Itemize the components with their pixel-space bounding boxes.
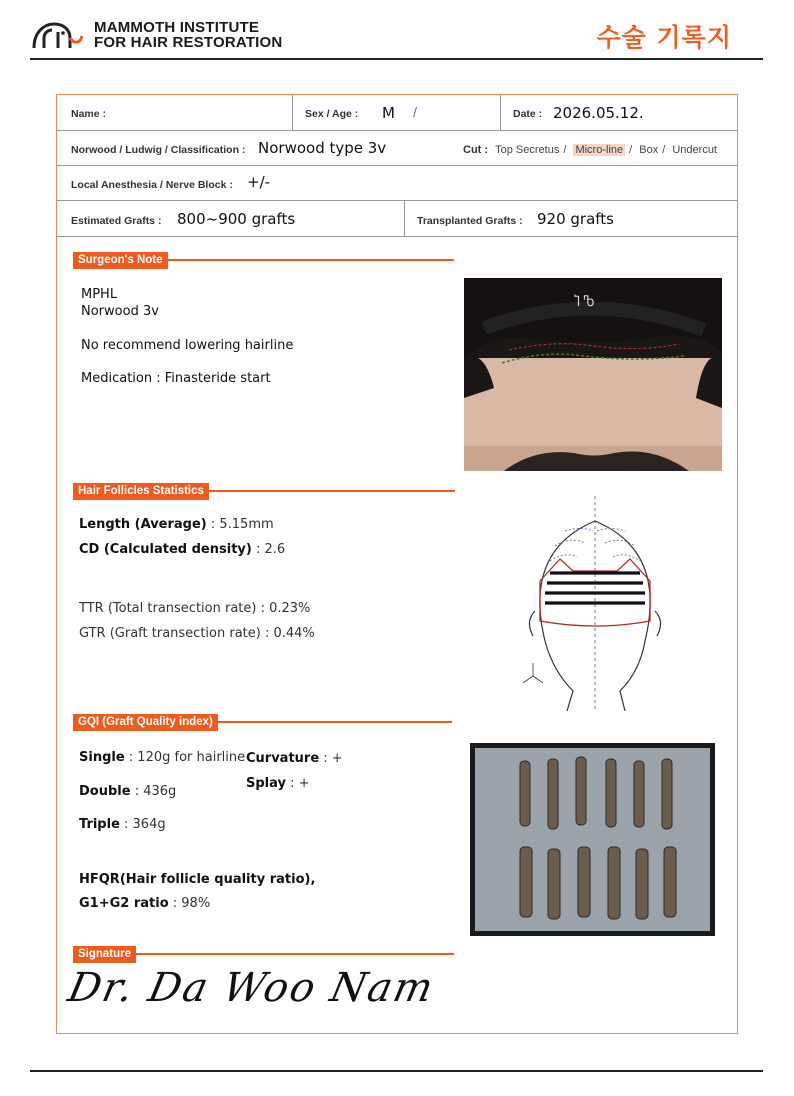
graft-samples-photo	[470, 743, 715, 936]
age-separator: /	[413, 105, 418, 119]
double-label: Double	[79, 784, 131, 799]
gqi-header	[73, 714, 452, 730]
cut-option-micro-line[interactable]: Micro-line	[575, 144, 624, 156]
row-anesthesia	[57, 166, 737, 201]
hfqr-label: HFQR(Hair follicle quality ratio),	[79, 872, 316, 887]
ratio-value: : 98%	[168, 896, 211, 911]
logo-line-2: FOR HAIR RESTORATION	[94, 34, 283, 51]
estimated-grafts-label: Estimated Grafts :	[71, 215, 162, 227]
note-line-4: Medication : Finasteride start	[81, 371, 271, 386]
anesthesia-value[interactable]: +/-	[247, 173, 271, 191]
logo-text	[94, 20, 282, 50]
signature-header	[73, 946, 454, 962]
section-rule	[209, 490, 455, 492]
doctor-signature: Dr. Da Woo Nam	[64, 965, 439, 1011]
splay-label: Splay	[246, 776, 286, 791]
section-rule	[218, 721, 452, 723]
svg-text:Ⴈ Ⴊ: Ⴈ Ⴊ	[574, 294, 595, 309]
record-form	[56, 94, 738, 1034]
triple-value: : 364g	[119, 817, 166, 832]
length-label: Length (Average)	[79, 517, 207, 532]
gtr-label: GTR (Graft transection rate)	[79, 626, 261, 641]
sex-value[interactable]: M	[382, 104, 395, 122]
cut-separator: /	[563, 144, 567, 156]
splay-value: : +	[285, 776, 310, 791]
gqi-triple	[79, 817, 166, 832]
cd-value: : 2.6	[251, 542, 286, 557]
gqi-double	[79, 784, 176, 799]
single-value: : 120g for hairline	[124, 750, 246, 765]
sex-age-label: Sex / Age :	[305, 108, 359, 120]
cut-options	[463, 144, 721, 156]
single-label: Single	[79, 750, 125, 765]
surgeons-note-header	[73, 252, 454, 268]
stat-cd	[79, 542, 285, 557]
signature-heading: Signature	[73, 946, 136, 963]
row-grafts	[57, 201, 737, 237]
gqi-single	[79, 750, 245, 765]
cut-label: Cut :	[463, 144, 489, 156]
gqi-hfqr	[79, 872, 315, 887]
mammoth-logo-icon	[30, 18, 88, 52]
donor-area-head-diagram	[515, 491, 675, 711]
ttr-value: : 0.23%	[256, 601, 311, 616]
estimated-grafts-value[interactable]: 800~900 grafts	[177, 210, 296, 228]
transplanted-grafts-value[interactable]: 920 grafts	[537, 210, 614, 228]
row-classification-cut	[57, 131, 737, 166]
divider	[404, 201, 405, 236]
note-line-3: No recommend lowering hairline	[81, 338, 294, 353]
curvature-label: Curvature	[246, 751, 320, 766]
gqi-curvature	[246, 751, 343, 766]
cut-option-top-secretus[interactable]: Top Secretus	[495, 144, 560, 156]
curvature-value: : +	[319, 751, 343, 766]
note-line-2: Norwood 3v	[81, 304, 159, 319]
divider	[292, 95, 293, 130]
gqi-heading: GQI (Graft Quality index)	[73, 714, 218, 731]
ttr-label: TTR (Total transection rate)	[79, 601, 257, 616]
document-title: 수술 기록지	[596, 23, 732, 52]
section-rule	[136, 953, 454, 955]
note-line-1: MPHL	[81, 287, 118, 302]
gtr-value: : 0.44%	[260, 626, 315, 641]
cut-separator: /	[629, 144, 633, 156]
gqi-ratio	[79, 896, 210, 911]
section-rule	[168, 259, 454, 261]
divider	[500, 95, 501, 130]
ratio-label: G1+G2 ratio	[79, 896, 169, 911]
cut-separator: /	[662, 144, 666, 156]
classification-label: Norwood / Ludwig / Classification :	[71, 144, 246, 156]
date-value[interactable]: 2026.05.12.	[553, 104, 644, 122]
bottom-divider	[30, 1070, 763, 1072]
cd-label: CD (Calculated density)	[79, 542, 252, 557]
stat-length	[79, 517, 274, 532]
anesthesia-label: Local Anesthesia / Nerve Block :	[71, 179, 233, 191]
triple-label: Triple	[79, 817, 120, 832]
follicle-stats-heading: Hair Follicles Statistics	[73, 483, 209, 500]
follicle-stats-header	[73, 483, 455, 499]
date-label: Date :	[513, 108, 543, 120]
forehead-hairline-photo	[464, 278, 722, 471]
transplanted-grafts-label: Transplanted Grafts :	[417, 215, 523, 227]
row-name-sex-date	[57, 95, 737, 131]
institute-logo	[30, 18, 282, 52]
cut-option-box[interactable]: Box	[639, 144, 659, 156]
classification-value[interactable]: Norwood type 3v	[258, 139, 387, 157]
stat-ttr	[79, 601, 310, 616]
double-value: : 436g	[130, 784, 177, 799]
top-divider	[30, 58, 763, 60]
name-label: Name :	[71, 108, 107, 120]
cut-option-undercut[interactable]: Undercut	[672, 144, 717, 156]
logo-line-1: MAMMOTH INSTITUTE	[94, 19, 260, 36]
surgeons-note-heading: Surgeon's Note	[73, 252, 168, 269]
length-value: : 5.15mm	[206, 517, 274, 532]
gqi-splay	[246, 776, 310, 791]
stat-gtr	[79, 626, 315, 641]
